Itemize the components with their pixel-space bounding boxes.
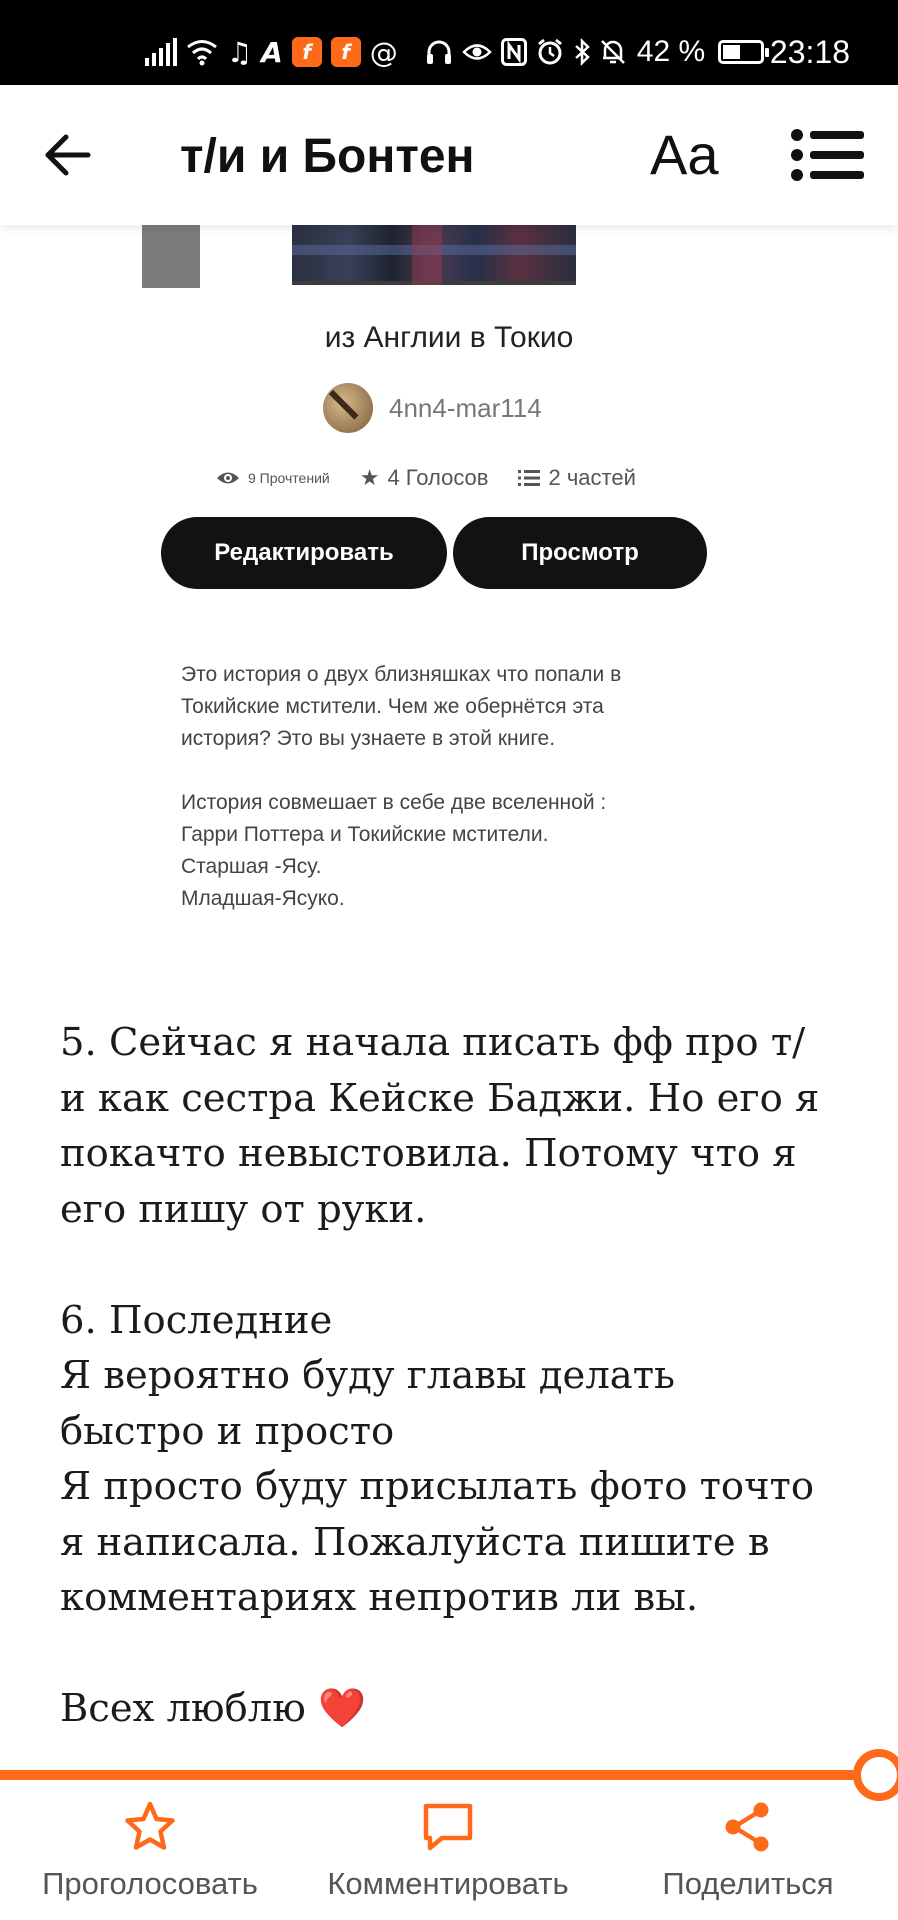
story-stats	[216, 462, 636, 494]
list-icon	[518, 469, 540, 487]
at-icon: @	[369, 35, 398, 69]
nfc-icon	[501, 36, 527, 68]
comment-button[interactable]	[315, 1780, 581, 1920]
share-button[interactable]	[650, 1780, 846, 1920]
page-title: т/и и Бонтен	[180, 130, 475, 183]
vote-label: Проголосовать	[42, 1866, 258, 1901]
star-outline-icon	[122, 1800, 178, 1854]
chapter-text: 5. Сейчас я начала писать фф про т/ и как сестра Кейске Баджи. Но его я покачто невыстовила. Потому что я его пишу от руки. 6. Последние Я вероятно буду главы делать быстро и просто Я просто буду присылать фото точто я написала. Пожалуйста пишите в комментариях непротив ли вы. Всех люблю ❤️	[60, 1020, 820, 1731]
edit-button: Редактировать	[161, 517, 447, 589]
status-icons	[145, 34, 764, 70]
app-a-icon: A	[261, 35, 283, 69]
alarm-icon	[536, 36, 564, 68]
progress-handle[interactable]	[853, 1749, 898, 1801]
arrow-left-icon	[40, 130, 100, 180]
reading-progress-bar[interactable]	[0, 1770, 898, 1780]
headphones-icon	[425, 36, 453, 68]
battery-icon	[718, 40, 764, 64]
eye-icon	[216, 469, 240, 487]
parts-count: 2 частей	[548, 465, 636, 490]
music-icon: ♫	[227, 35, 253, 69]
status-time: 23:18	[769, 34, 850, 70]
comment-label: Комментировать	[327, 1866, 569, 1901]
star-icon: ★	[359, 465, 380, 491]
list-icon	[790, 127, 866, 183]
share-label: Поделиться	[662, 1866, 834, 1901]
status-bar	[0, 0, 898, 85]
back-button[interactable]	[40, 130, 100, 180]
app-header	[0, 85, 898, 225]
cover-thumbnail-left	[142, 225, 200, 288]
bottom-action-bar	[0, 1780, 898, 1920]
bluetooth-icon	[573, 36, 591, 68]
eye-icon	[462, 36, 492, 68]
parts-stat	[518, 465, 635, 491]
share-icon	[720, 1800, 776, 1854]
battery-level	[723, 45, 740, 59]
reads-count: 9 Прочтений	[248, 470, 330, 486]
vote-button[interactable]	[30, 1780, 270, 1920]
app-f-icon: f	[331, 37, 361, 67]
votes-stat	[360, 465, 489, 491]
book-cover-image	[292, 225, 576, 285]
battery-percent: 42 %	[636, 35, 706, 68]
story-description: Это история о двух близняшках что попали в Токийские мстители. Чем же обернётся эта история? Это вы узнаете в этой книге. История совмешает в себе две вселенной : Гарри Поттера и Токийские мстители. Старшая -Ясу. Младшая-Ясуко.	[181, 663, 622, 910]
signal-icon	[145, 38, 177, 66]
reads-stat	[216, 469, 330, 487]
font-size-button[interactable]: Aa	[650, 123, 719, 186]
wifi-icon	[186, 36, 218, 68]
reading-progress-fill	[0, 1770, 871, 1780]
reading-content[interactable]	[0, 225, 898, 1765]
author-avatar	[323, 383, 373, 433]
comment-icon	[420, 1800, 476, 1854]
table-of-contents-button[interactable]	[790, 127, 866, 183]
app-f-icon: f	[292, 37, 322, 67]
preview-button: Просмотр	[453, 517, 707, 589]
mute-icon	[600, 36, 626, 68]
votes-count: 4 Голосов	[387, 465, 489, 490]
book-title: из Англии в Токио	[324, 321, 574, 354]
author-name: 4nn4-mar114	[389, 393, 542, 423]
